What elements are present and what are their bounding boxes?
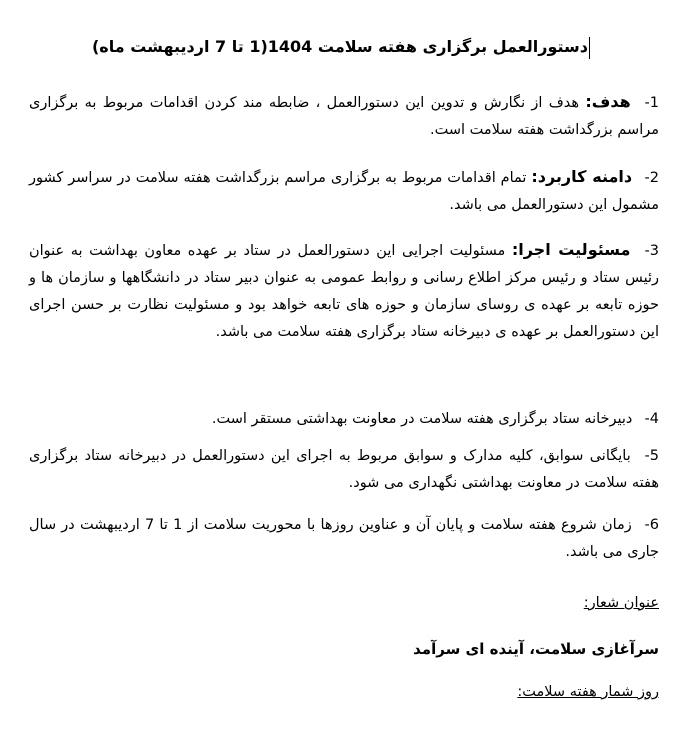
list-item-responsibility [29, 236, 659, 346]
item-text: هدف از نگارش و تدوین این دستورالعمل ، ضابطه مند کردن اقدامات مربوط به برگزاری مراسم بزرگداشت هفته سلامت است. [29, 95, 659, 138]
list-item-schedule [29, 512, 659, 566]
item-text: بایگانی سوابق، کلیه مدارک و سوابق مربوط به اجرای این دستورالعمل در دبیرخانه ستاد برگزاری هفته سلامت در معاونت بهداشتی نگهداری می شود. [29, 448, 659, 491]
list-item-scope [29, 163, 659, 219]
list-item-secretariat [29, 406, 659, 433]
item-label: مسئولیت اجرا: [511, 240, 631, 259]
item-text: زمان شروع هفته سلامت و پایان آن و عناوین روزها با محوریت سلامت از 1 تا 7 اردیبهشت در سال جاری می باشد. [29, 517, 659, 560]
calendar-heading: روز شمار هفته سلامت: [517, 684, 659, 700]
document-title [92, 36, 590, 59]
item-text: دبیرخانه ستاد برگزاری هفته سلامت در معاونت بهداشتی مستقر است. [211, 411, 633, 427]
item-number: 1- [644, 95, 660, 111]
list-item-goal [29, 88, 659, 144]
text-cursor [589, 37, 590, 59]
item-number: 5- [644, 448, 659, 464]
slogan-heading: عنوان شعار: [583, 595, 659, 611]
item-text: مسئولیت اجرایی این دستورالعمل در ستاد بر عهده معاون بهداشت به عنوان رئیس ستاد و رئیس مرکز اطلاع رسانی و روابط عمومی به عنوان دبیر ستاد در دانشگاهها و سازمان ها و حوزه تابعه بر عهده ی روسای سازمان و حوزه های تابعه خواهد بود و مسئولیت نظارت بر حسن اجرای این دستورالعمل بر عهده ی دبیرخانه ستاد برگزاری هفته سلامت می باشد. [29, 243, 659, 340]
item-number: 2- [644, 170, 660, 186]
item-label: دامنه کاربرد: [531, 167, 633, 186]
item-label: هدف: [585, 92, 631, 111]
item-text: تمام اقدامات مربوط به برگزاری مراسم بزرگداشت هفته سلامت در سراسر کشور مشمول این دستورالعمل می باشد. [29, 170, 659, 213]
item-number: 6- [644, 517, 660, 533]
list-item-archive [29, 443, 659, 497]
item-number: 3- [644, 243, 660, 259]
slogan-text: سرآغازی سلامت، آینده ای سرآمد [413, 640, 659, 658]
item-number: 4- [644, 411, 659, 427]
document-title-text: دستورالعمل برگزاری هفته سلامت 1404(1 تا 7 اردیبهشت ماه) [91, 37, 588, 56]
